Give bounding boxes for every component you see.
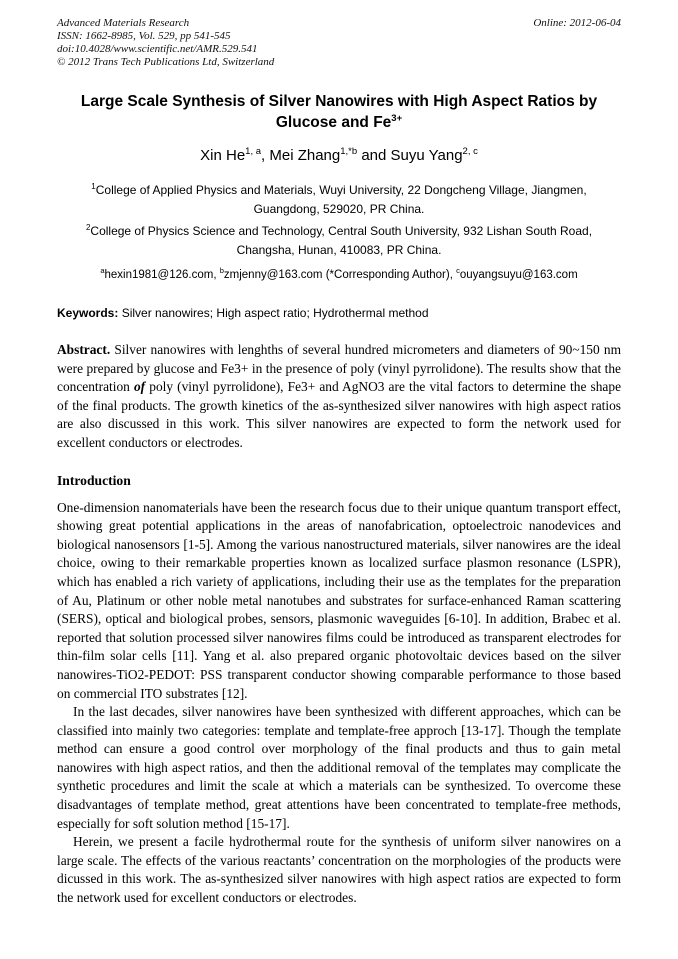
author-separator-2: and [357,147,391,164]
abstract-text-2: poly (vinyl pyrrolidone), Fe3+ and AgNO3 are the vital factors to determine the shape of the final products. The growth kinetics of the as-synthesized silver nanowires with high aspect ratios are also discussed in this work. This silver nanowires are expected to form the network used for excellent conductors or electrodes. [57,379,622,450]
email-b: zmjenny@163.com (*Corresponding Author), [223,269,457,281]
journal-header [57,17,621,69]
introduction-paragraph-3: Herein, we present a facile hydrothermal route for the synthesis of uniform silver nanowires on a large scale. The effects of the various reactants’ concentration on the morphologies of the products were dicussed in this work. The as-synthesized silver nanowires with high aspect ratios are expected to form the network used for excellent conductors or electrodes. [57,834,621,906]
affiliation-1-superscript: 1 [91,182,96,191]
affiliation-1 [57,181,621,219]
affiliation-1-text: College of Applied Physics and Materials, Wuyi University, 22 Dongcheng Village, Jiangmen, Guangdong, 529020, PR China. [95,183,587,216]
paper-title-text: Large Scale Synthesis of Silver Nanowires with High Aspect Ratios by Glucose and Fe [80,93,598,131]
introduction-paragraph-2: In the last decades, silver nanowires have been synthesized with different approaches, which can be classified into mainly two categories: template and template-free approch [13-17]. Though the template method can ensure a good control over morphology of the final products and thus to gain metal nanowires with high aspect ratios, and then the additional removal of the templates may complicate the synthetic procedures and limit the scale at which a materials can be synthesized. To overcome these disadvantages of template method, great attentions have been concentrated to template-free methods, especially for soft solution method [15-17]. [57,704,621,831]
paper-title-superscript: 3+ [391,112,403,124]
journal-name: Advanced Materials Research [57,17,190,29]
author-line [57,146,621,166]
introduction-heading: Introduction [57,472,131,488]
email-line [57,267,621,283]
abstract-label: Abstract. [57,342,111,357]
author-separator-1: , [261,147,270,164]
keywords-label: Keywords: [57,306,119,320]
email-c: ouyangsuyu@163.com [459,269,578,281]
email-a-superscript: a [100,266,105,276]
email-a: hexin1981@126.com, [104,269,220,281]
affiliation-2-superscript: 2 [85,223,91,232]
keywords-text: Silver nanowires; High aspect ratio; Hydrothermal method [118,306,429,320]
affiliation-2-text: College of Physics Science and Technology, Central South University, 932 Lishan South Road, Changsha, Hunan, 410083, PR China. [90,224,593,257]
introduction-paragraph-1: One-dimension nanomaterials have been the research focus due to their unique quantum transport effect, showing great potential applications in the areas of nanofabrication, optoelectroic nanodevices and biological nanosensors [1-5]. Among the various nanostructured materials, silver nanowires are the ideal choice, owing to their remarkable properties known as localized surface plasmon resonance (LSPR), which has enabled a rich variety of applications, including their use as the templates for the preparation of Au, Platinum or other noble metal nanotubes and substrates for surface-enhanced Raman scattering (SERS), optical and biological probes, sensors, plasmonic waveguides [6-10]. In addition, Brabec et al. reported that solution processed silver nanowires films could be introduced as transparent electrodes for thin-film solar cells [11]. Yang et al. also prepared organic photovoltaic devices based on the silver nanowires-TiO2-PEDOT: PSS transparent conductor showing comparable performance to those based on commercial ITO substrates [12]. [57,499,621,701]
author-3-name: Suyu Yang [390,147,463,164]
journal-header-left [57,17,274,69]
author-1-name: Xin He [200,147,246,164]
author-2-name: Mei Zhang [269,147,341,164]
paper-title [57,91,621,133]
issn-volume-line: ISSN: 1662-8985, Vol. 529, pp 541-545 [57,30,231,42]
keywords-line [57,305,621,321]
doi-line: doi:10.4028/www.scientific.net/AMR.529.541 [57,43,258,55]
abstract-paragraph [57,341,621,453]
author-3-superscript: 2, c [462,146,478,157]
affiliation-2 [57,222,621,260]
copyright-line: © 2012 Trans Tech Publications Ltd, Switzerland [57,56,275,68]
email-b-superscript: b [219,266,224,276]
abstract-text-1: Silver nanowires with lenghths of several hundred micrometers and diameters of 90~150 nm were prepared by glucose and Fe3+ in the presence of poly (vinyl pyrrolidone). The results show that the concentration [57,342,621,395]
online-date: Online: 2012-06-04 [533,17,621,29]
email-c-superscript: c [456,266,460,276]
author-2-superscript: 1,*b [340,146,358,157]
abstract-emphasis-word: of [133,379,146,395]
author-1-superscript: 1, a [245,146,262,157]
